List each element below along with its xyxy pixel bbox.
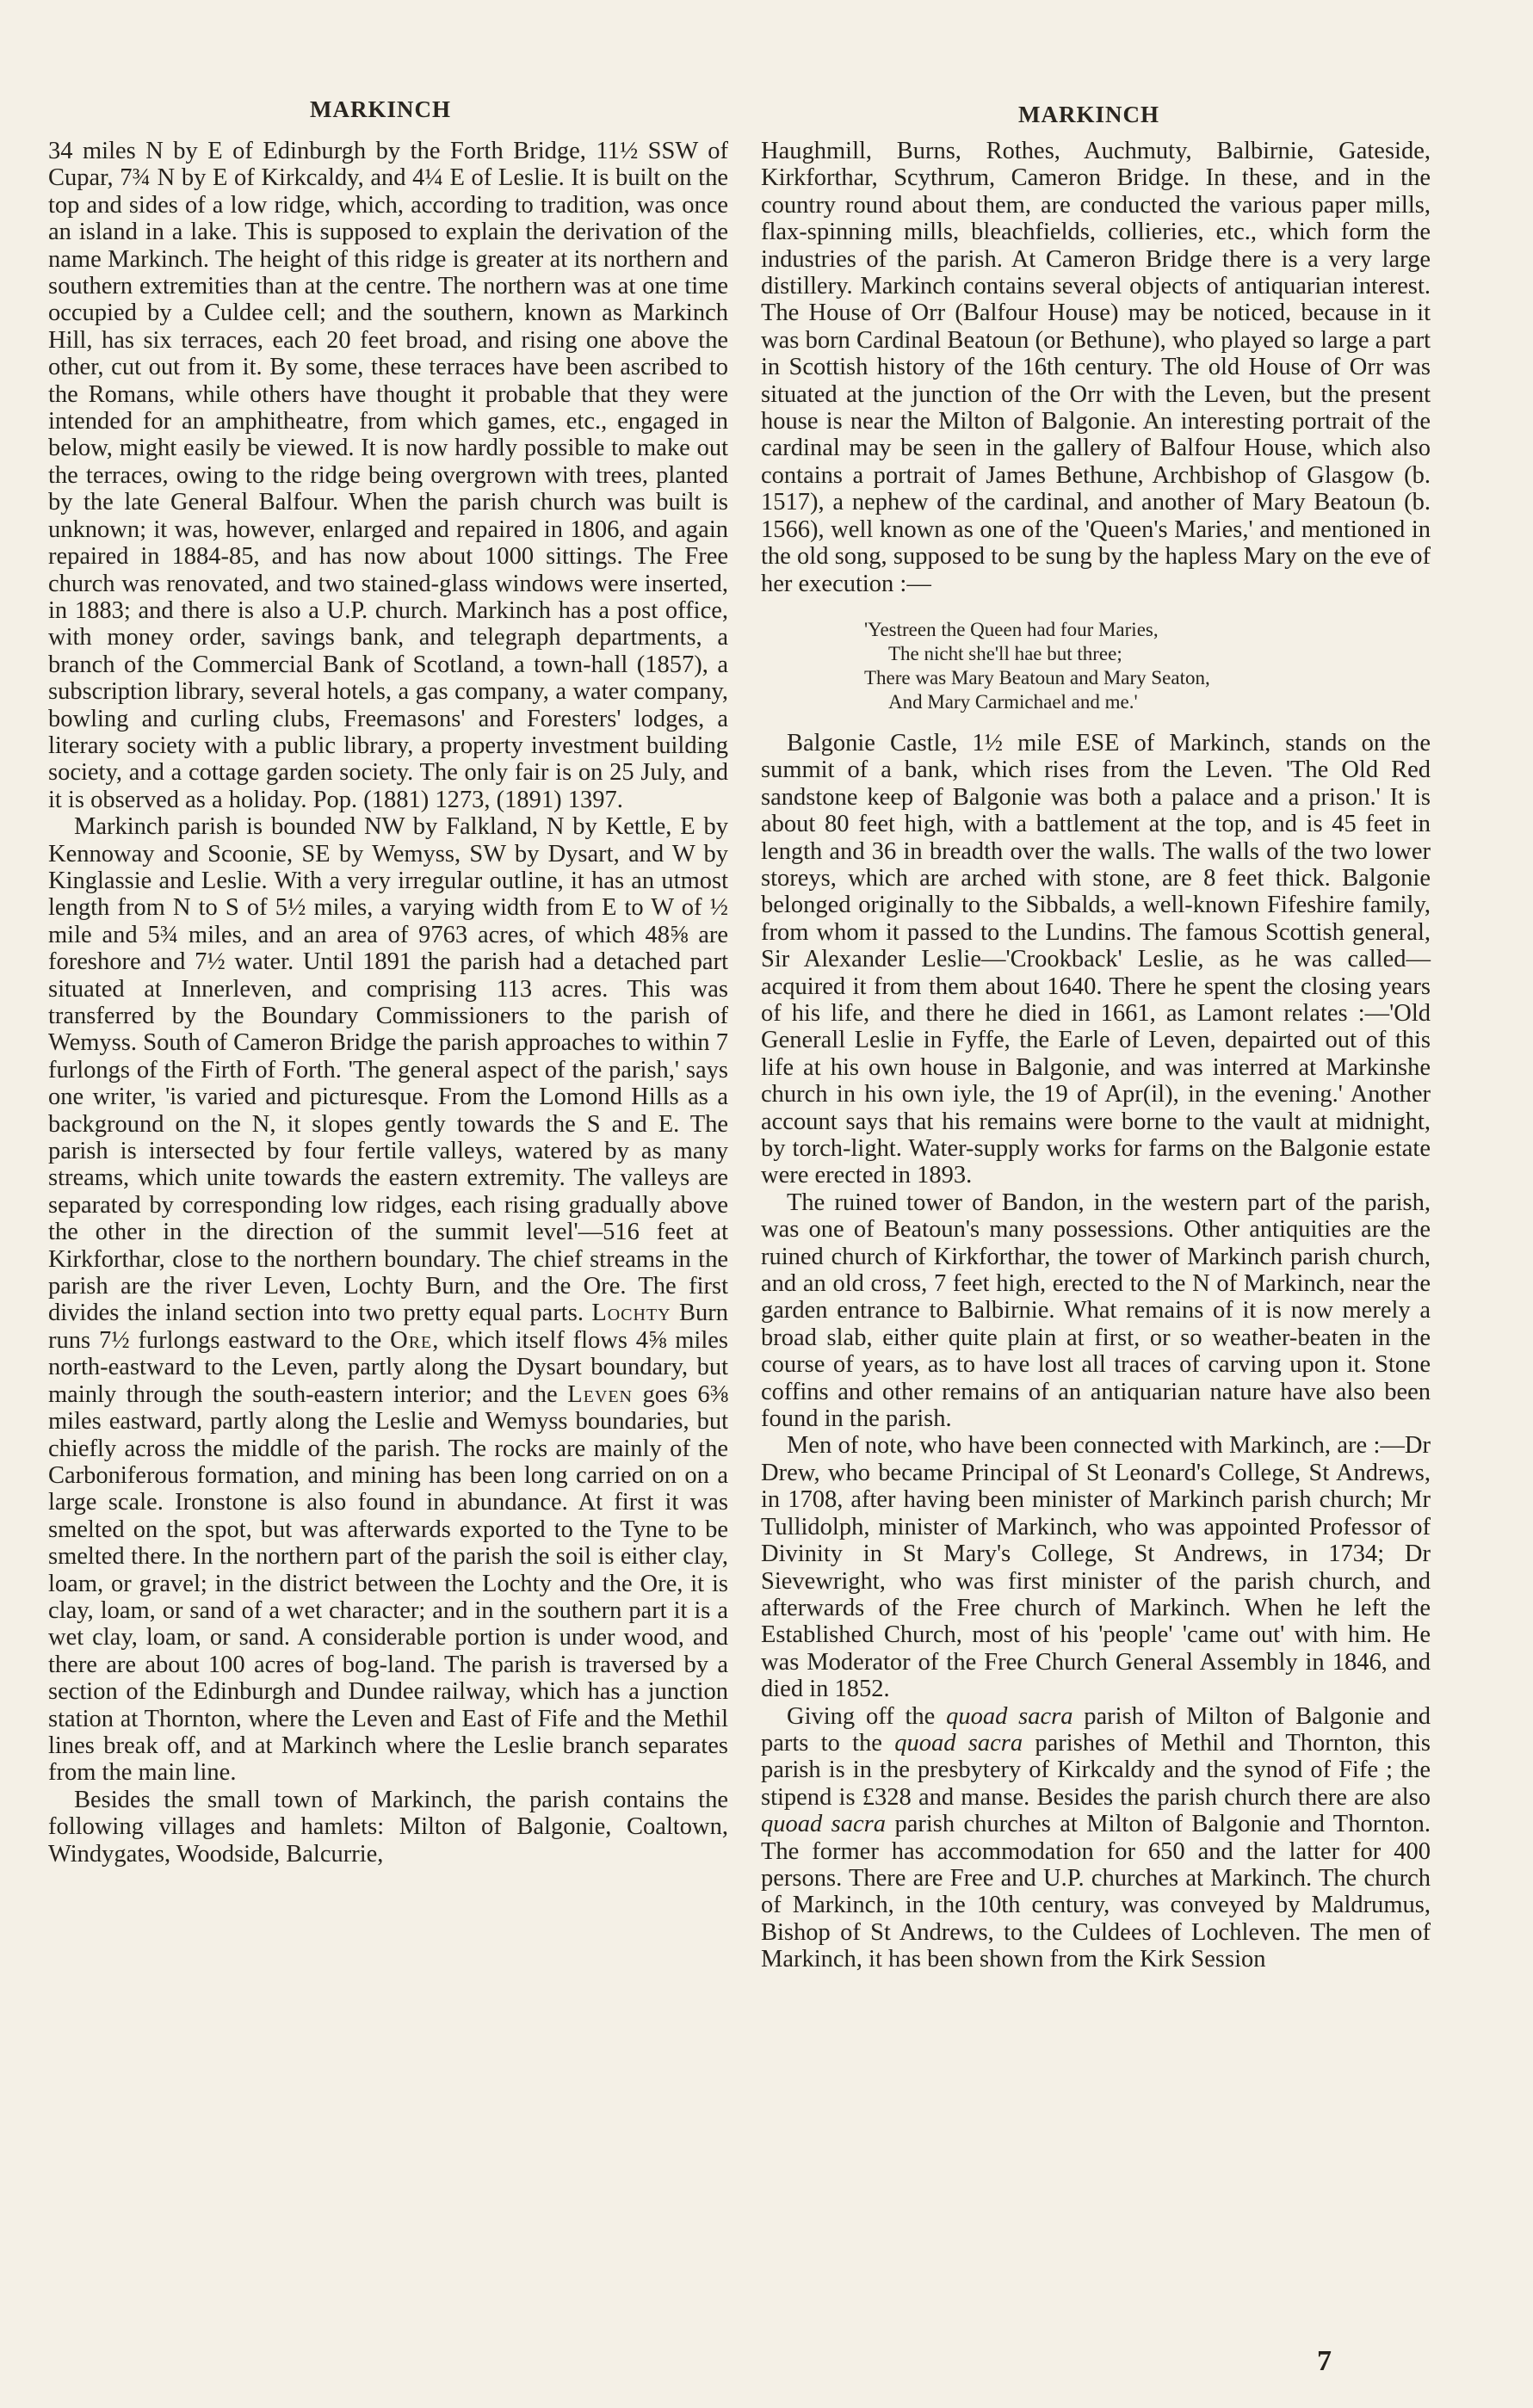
verse-line: 'Yestreen the Queen had four Maries, xyxy=(864,618,1159,640)
right-column xyxy=(761,138,1431,1973)
paragraph: The ruined tower of Bandon, in the western part of the parish, was one of Beatoun's many possessions. Other antiquities are the ruined church of Kirkforthar, the tower of Markinch parish church, and an old cross, 7 feet high, erected to the N of Markinch, near the garden entrance to Balbirnie. What remains of it is now merely a broad slab, either quite plain at first, or so weather-beaten in the course of years, as to have lost all traces of carving upon it. Stone coffins and other remains of an antiquarian nature have also been found in the parish. xyxy=(761,1189,1431,1433)
text-run: parish churches at Milton of Balgonie and Thornton. The former has accommodation for 650 and the latter for 400 persons. There are Free and U.P. churches at Markinch. The church of Markinch, in the 10th century, was conveyed by Maldrumus, Bishop of St Andrews, to the Culdees of Lochleven. The men of Markinch, it has been shown from the Kirk Session xyxy=(761,1811,1431,1973)
running-head-left: MARKINCH xyxy=(310,96,451,122)
page-number: 7 xyxy=(1317,2345,1332,2377)
text-run: parishes of Methil and Thornton, this parish is in the presbytery of Kirkcaldy and the synod of Fife ; the stipend is £328 and manse. Besides the parish church there are also xyxy=(761,1729,1431,1811)
text-run: parish of Milton of Balgonie and parts to the xyxy=(761,1702,1431,1757)
paragraph: Haughmill, Burns, Rothes, Auchmuty, Balbirnie, Gateside, Kirkforthar, Scythrum, Cameron Bridge. In these, and in the country round about them, are conducted the various paper mills, flax-spinning mills, bleachfields, collieries, etc., which form the industries of the parish. At Cameron Bridge there is a very large distillery. Markinch contains several objects of antiquarian interest. The House of Orr (Balfour House) may be noticed, because in it was born Cardinal Beatoun (or Bethune), who played so large a part in Scottish history of the 16th century. The old House of Orr was situated at the junction of the Orr with the Leven, but the present house is near the Milton of Balgonie. An interesting portrait of the cardinal may be seen in the gallery of Balfour House, which also contains a portrait of James Bethune, Archbishop of Glasgow (b. 1517), a nephew of the cardinal, and another of Mary Beatoun (b. 1566), well known as one of the 'Queen's Maries,' and mentioned in the old song, supposed to be sung by the hapless Mary on the eve of her execution :— xyxy=(761,138,1431,597)
stream-name: Ore xyxy=(390,1326,433,1354)
paragraph xyxy=(761,1703,1431,1973)
italic-term: quoad sacra xyxy=(761,1811,887,1838)
verse-line: There was Mary Beatoun and Mary Seaton, xyxy=(864,666,1210,688)
verse-line: And Mary Carmichael and me.' xyxy=(888,690,1138,713)
text-run: Burn runs 7½ furlongs eastward to the xyxy=(48,1300,729,1354)
paragraph: Balgonie Castle, 1½ mile ESE of Markinch, stands on the summit of a bank, which rises from the Leven. 'The Old Red sandstone keep of Balgonie was both a palace and a prison.' It is about 80 feet high, with a battlement at the top, and is 45 feet in length and 36 in breadth over the walls. The walls of the two lower storeys, which are arched with stone, are 8 feet thick. Balgonie belonged originally to the Sibbalds, a well-known Fifeshire family, from whom it passed to the Lundins. The famous Scottish general, Sir Alexander Leslie—'Crookback' Leslie, as he was called—acquired it from them about 1640. There he spent the closing years of his life, and there he died in 1661, as Lamont relates :—'Old Generall Leslie in Fyffe, the Earle of Leven, depairted out of this life at his own house in Balgonie, and was interred at Markinshe church in his own iyle, the 19 of Apr(il), in the evening.' Another account says that his remains were borne to the vault at midnight, by torch-light. Water-supply works for farms on the Balgonie estate were erected in 1893. xyxy=(761,729,1431,1189)
italic-term: quoad sacra xyxy=(946,1702,1073,1730)
paragraph: 34 miles N by E of Edinburgh by the Forth Bridge, 11½ SSW of Cupar, 7¾ N by E of Kirkcaldy, and 4¼ E of Leslie. It is built on the top and sides of a low ridge, which, according to tradition, was once an island in a lake. This is supposed to explain the derivation of the name Markinch. The height of this ridge is greater at its northern and southern extremities than at the centre. The northern was at one time occupied by a Culdee cell; and the southern, known as Markinch Hill, has six terraces, each 20 feet broad, and rising one above the other, cut out from it. By some, these terraces have been ascribed to the Romans, while others have thought it probable that they were intended for an amphitheatre, from which games, etc., engaged in below, might easily be viewed. It is now hardly possible to make out the terraces, owing to the ridge being overgrown with trees, planted by the late General Balfour. When the parish church was built is unknown; it was, however, enlarged and repaired in 1806, and again repaired in 1884-85, and has now about 1000 sittings. The Free church was renovated, and two stained-glass windows were inserted, in 1883; and there is also a U.P. church. Markinch has a post office, with money order, savings bank, and telegraph departments, a branch of the Commercial Bank of Scotland, a town-hall (1857), a subscription library, several hotels, a gas company, a water company, bowling and curling clubs, Freemasons' and Foresters' lodges, a literary society with a public library, a property investment building society, and a cottage garden society. The only fair is on 25 July, and it is observed as a holiday. Pop. (1881) 1273, (1891) 1397. xyxy=(48,138,728,813)
stream-name: Lochty xyxy=(591,1300,671,1327)
stream-name: Leven xyxy=(567,1380,633,1408)
left-column xyxy=(48,138,728,1868)
paragraph: Men of note, who have been connected with Markinch, are :—Dr Drew, who became Principal of St Leonard's College, St Andrews, in 1708, after having been minister of Markinch parish church; Mr Tullidolph, minister of Markinch, who was appointed Professor of Divinity in St Mary's College, St Andrews, in 1734; Dr Sievewright, who was first minister of the parish church, and afterwards of the Free church of Markinch. When he left the Established Church, most of his 'people' 'came out' with him. He was Moderator of the Free Church General Assembly in 1846, and died in 1852. xyxy=(761,1432,1431,1703)
verse-line: The nicht she'll hae but three; xyxy=(888,642,1122,664)
text-run: , which itself flows 4⅝ miles north-eastward to the Leven, partly along the Dysart boundary, but mainly through the south-eastern interior; and the xyxy=(48,1326,728,1408)
paragraph: Besides the small town of Markinch, the parish contains the following villages and hamlets: Milton of Balgonie, Coaltown, Windygates, Woodside, Balcurrie, xyxy=(48,1786,728,1868)
verse-quote xyxy=(864,618,1431,714)
text-run: Markinch parish is bounded NW by Falkland, N by Kettle, E by Kennoway and Scoonie, SE by Wemyss, SW by Dysart, and W by Kinglassie and Leslie. With a very irregular outline, it has an utmost length from N to S of 5½ miles, a varying width from E to W of ½ mile and 5¾ miles, and an area of 9763 acres, of which 48⅝ are foreshore and 7½ water. Until 1891 the parish had a detached part situated at Innerleven, and comprising 113 acres. This was transferred by the Boundary Commissioners to the parish of Wemyss. South of Cameron Bridge the parish approaches to within 7 furlongs of the Firth of Forth. 'The general aspect of the parish,' says one writer, 'is varied and picturesque. From the Lomond Hills as a background on the N, it slopes gently towards the S and E. The parish is intersected by four fertile valleys, watered by as many streams, which unite towards the eastern extremity. The valleys are separated by corresponding low ridges, each rising gradually above the other in the direction of the summit level'—516 feet at Kirkforthar, close to the northern boundary. The chief streams in the parish are the river Leven, Lochty Burn, and the Ore. The first divides the inland section into two pretty equal parts. xyxy=(48,813,728,1327)
italic-term: quoad sacra xyxy=(894,1729,1023,1757)
paragraph xyxy=(48,813,728,1787)
text-run: Giving off the xyxy=(787,1702,947,1730)
text-run: goes 6⅜ miles eastward, partly along the Leslie and Wemyss boundaries, but chiefly across the middle of the parish. The rocks are mainly of the Carboniferous formation, and mining has been long carried on on a large scale. Ironstone is also found in abundance. At first it was smelted on the spot, but was afterwards exported to the Tyne to be smelted there. In the northern part of the parish the soil is either clay, loam, or gravel; in the district between the Lochty and the Ore, it is clay, loam, or sand of a wet character; and in the southern part it is a wet clay, loam, or sand. A considerable portion is under wood, and there are about 100 acres of bog-land. The parish is traversed by a section of the Edinburgh and Dundee railway, which has a junction station at Thornton, where the Leven and East of Fife and the Methil lines break off, and at Markinch where the Leslie branch separates from the main line. xyxy=(48,1380,728,1787)
running-head-right: MARKINCH xyxy=(1018,102,1159,127)
